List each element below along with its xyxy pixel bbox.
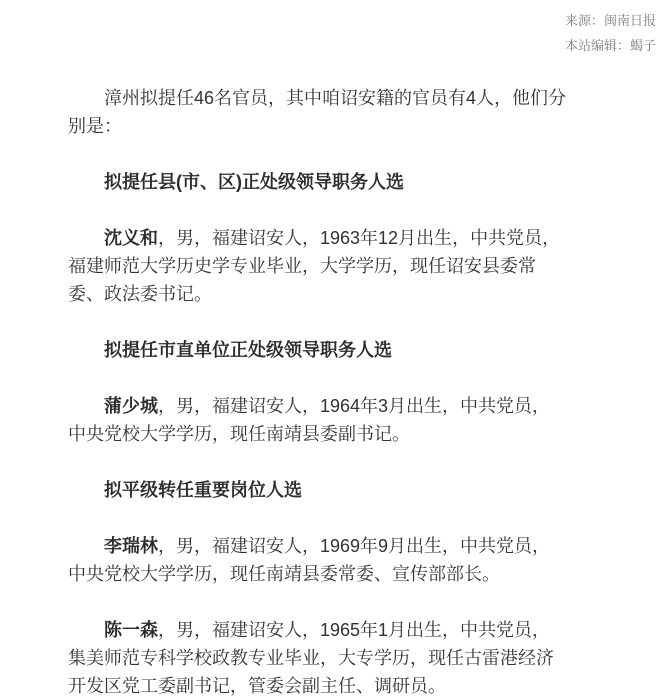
section-heading-lateral-transfer: 拟平级转任重要岗位人选	[104, 480, 302, 500]
person-description: ，男，福建诏安人，1969年9月出生，中共党员，中央党校大学学历，现任南靖县委常委、宣传部部长。	[68, 536, 551, 584]
person-name: 蒲少城	[104, 396, 158, 416]
person-description: ，男，福建诏安人，1964年3月出生，中共党员，中央党校大学学历，现任南靖县委副书记。	[68, 396, 551, 444]
person-paragraph	[68, 532, 568, 588]
article-meta	[0, 0, 664, 58]
editor-label: 本站编辑：蝎子	[564, 38, 656, 53]
article-body	[68, 84, 568, 697]
person-description: ，男，福建诏安人，1965年1月出生，中共党员，集美师范专科学校政教专业毕业，大专学历，现任古雷港经济开发区党工委副书记，管委会副主任、调研员。	[68, 620, 554, 696]
person-paragraph	[68, 616, 568, 697]
section-heading-municipal-unit: 拟提任市直单位正处级领导职务人选	[104, 340, 392, 360]
person-name: 陈一森	[104, 620, 158, 640]
person-paragraph	[68, 392, 568, 448]
person-paragraph	[68, 224, 568, 308]
source-label: 来源：闽南日报	[564, 13, 656, 28]
person-name: 沈义和	[104, 228, 158, 248]
section-heading-county-level: 拟提任县(市、区)正处级领导职务人选	[104, 172, 404, 192]
person-name: 李瑞林	[104, 536, 158, 556]
intro-paragraph: 漳州拟提任46名官员，其中咱诏安籍的官员有4人，他们分别是：	[68, 88, 567, 136]
person-description: ，男，福建诏安人，1963年12月出生，中共党员，福建师范大学历史学专业毕业，大学学历，现任诏安县委常委、政法委书记。	[68, 228, 561, 304]
